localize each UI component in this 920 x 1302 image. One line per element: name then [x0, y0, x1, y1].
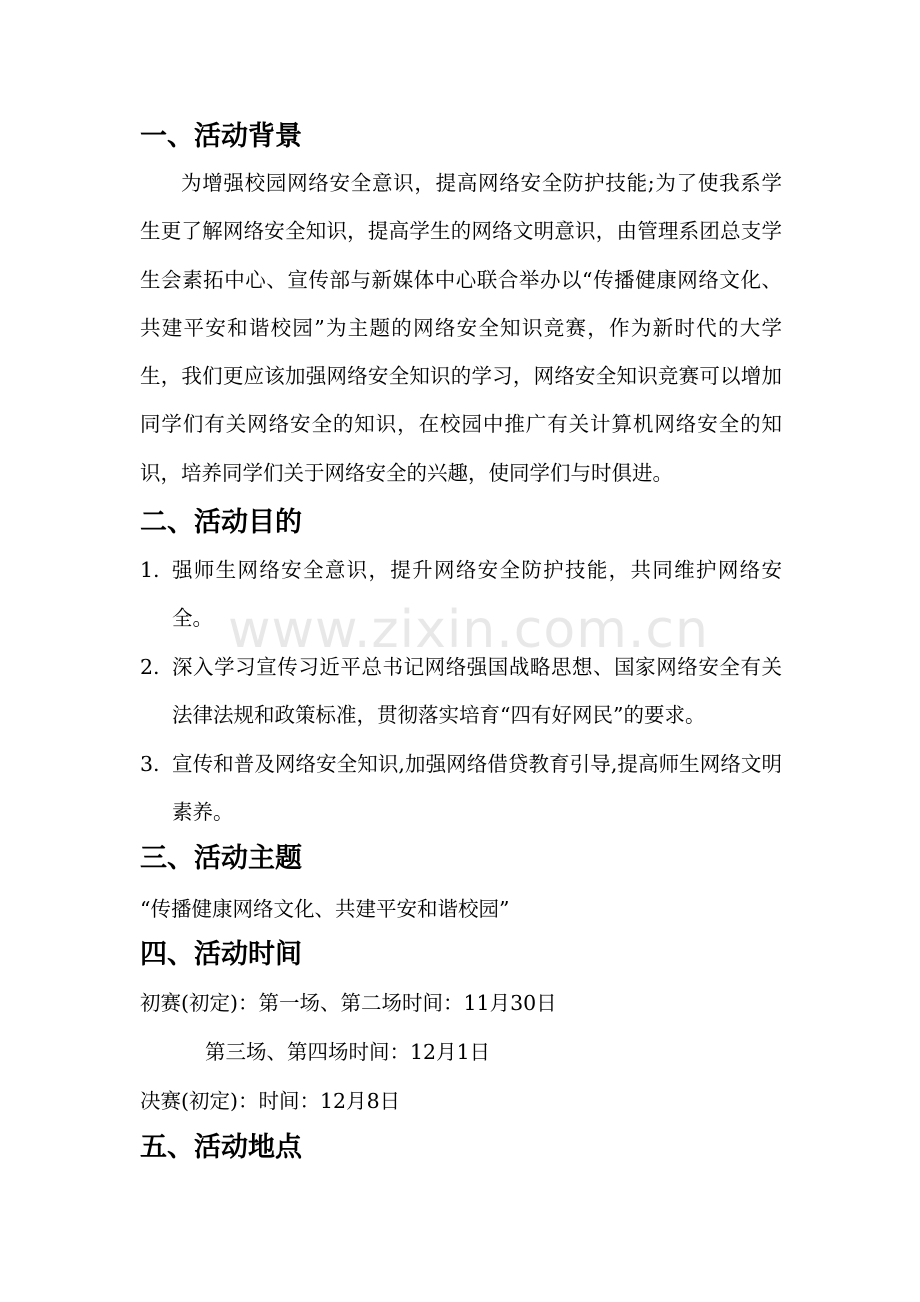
purpose-item-2: [140, 643, 782, 739]
final-schedule-line: 决赛(初定)：时间：12月8日: [140, 1089, 401, 1113]
purpose-item-number: 1.: [140, 558, 160, 582]
watermark-text: www.zixin.com.cn: [228, 600, 709, 660]
theme-text: “传播健康网络文化、共建平安和谐校园”: [140, 897, 510, 921]
heading-purpose: 二、活动目的: [140, 507, 302, 538]
prelim-schedule-line-2: 第三场、第四场时间：12月1日: [205, 1040, 491, 1064]
heading-theme: 三、活动主题: [140, 843, 302, 874]
purpose-item-text: 深入学习宣传习近平总书记网络强国战略思想、国家网络安全有关法律法规和政策标准，贯彻落实培育“四有好网民”的要求。: [172, 655, 782, 727]
purpose-item-text: 强师生网络安全意识，提升网络安全防护技能，共同维护网络安全。: [172, 558, 782, 630]
purpose-item-1: [140, 546, 782, 642]
purpose-item-number: 2.: [140, 655, 160, 679]
heading-time: 四、活动时间: [140, 939, 302, 970]
background-paragraph: 为增强校园网络安全意识，提高网络安全防护技能;为了使我系学生更了解网络安全知识，提高学生的网络文明意识，由管理系团总支学生会素拓中心、宣传部与新媒体中心联合举办以“传播健康网络文化、共建平安和谐校园”为主题的网络安全知识竞赛，作为新时代的大学生，我们更应该加强网络安全知识的学习，网络安全知识竞赛可以增加同学们有关网络安全的知识，在校园中推广有关计算机网络安全的知识，培养同学们关于网络安全的兴趣，使同学们与时俱进。: [140, 171, 782, 485]
purpose-item-text: 宣传和普及网络安全知识,加强网络借贷教育引导,提高师生网络文明素养。: [172, 752, 782, 824]
heading-location: 五、活动地点: [140, 1132, 302, 1163]
prelim-schedule-line-1: 初赛(初定)：第一场、第二场时间：11月30日: [140, 991, 557, 1015]
heading-background: 一、活动背景: [140, 121, 302, 152]
purpose-item-3: [140, 740, 782, 836]
purpose-item-number: 3.: [140, 752, 160, 776]
